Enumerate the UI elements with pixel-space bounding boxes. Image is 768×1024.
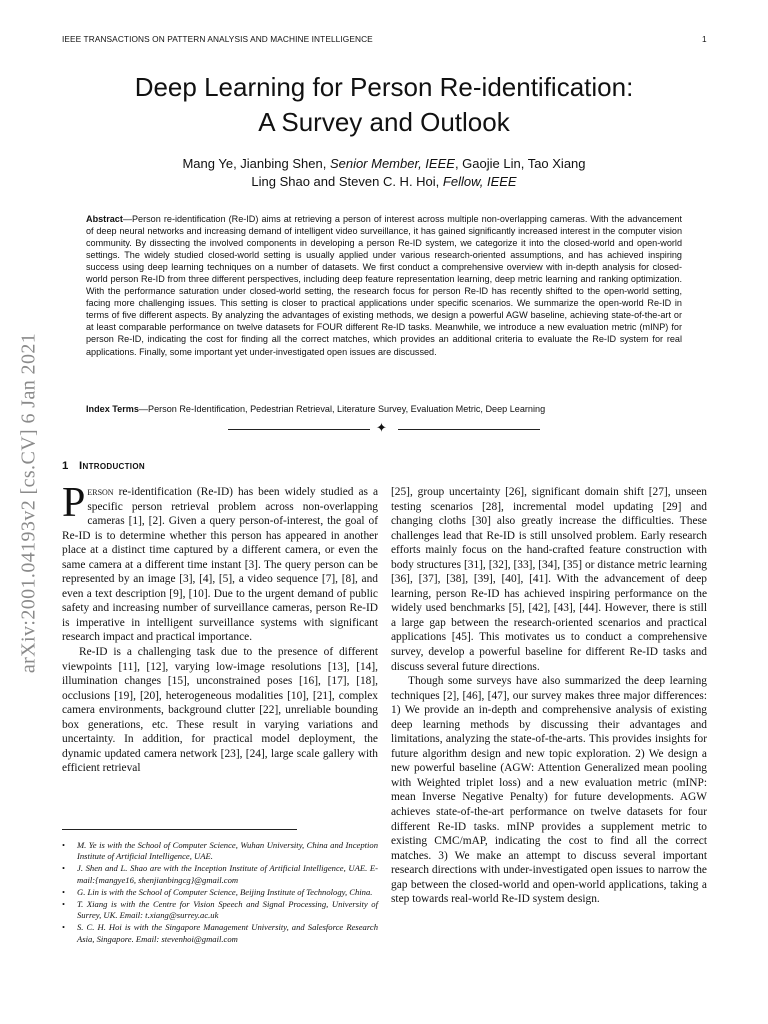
footnote-rule: [62, 829, 297, 830]
arxiv-stamp-text: arXiv:2001.04193v2 [cs.CV] 6 Jan 2021: [17, 332, 40, 674]
author-role-1: Senior Member, IEEE: [329, 156, 455, 171]
paragraph: Re-ID is a challenging task due to the presence of different viewpoints [11], [12], varying low-image resolutions [13], [14], illumination changes [15], unconstrained poses [16], [17], [18], occlusions [19], [20], heterogeneous modalities [10], [21], complex camera environments, background clutter [22], unreliable bounding box generations, etc. These result in varying variations and uncertainty. In addition, for practical model deployment, the dynamic updated camera network [23], [24], large scale gallery with efficient retrieval: [62, 646, 378, 775]
title-line-2: A Survey and Outlook: [258, 107, 510, 137]
footnote-item: • J. Shen and L. Shao are with the Inception Institute of Artificial Intelligence, UAE. E-mail:{mangye16, shenjianbingcg}@gmail.com: [62, 863, 378, 885]
section-number: 1: [62, 460, 69, 472]
index-terms-label: Index Terms: [86, 404, 139, 414]
author-line-1: [40, 155, 728, 173]
separator-ornament: ✦: [376, 420, 387, 435]
author-list: [40, 155, 728, 191]
abstract: [86, 213, 682, 358]
footnote-item: • S. C. H. Hoi is with the Singapore Management University, and Salesforce Research Asia, Singapore. Email: stevenhoi@gmail.com: [62, 922, 378, 944]
author-role-2: Fellow, IEEE: [442, 174, 517, 189]
title-line-1: Deep Learning for Person Re-identification:: [134, 72, 634, 102]
separator-right: [398, 429, 540, 430]
index-terms: [86, 403, 682, 415]
separator-left: [228, 429, 370, 430]
paragraph: Though some surveys have also summarized the deep learning techniques [2], [46], [47], our survey makes three major differences: 1) We provide an in-depth and comprehensive analysis of existing deep learning methods by discussing their advantages and limitations, analyzing the state-of-the-arts. This provides insights for future algorithm design and new topic exploration. 2) We design a new powerful baseline (AGW: Attention Generalized mean pooling with Weighted triplet loss) and a new evaluation metric (mINP: mean Inverse Negative Penalty) for future developments. AGW achieves state-of-the-art performance on twelve datasets for four different Re-ID tasks. mINP provides a supplement metric to existing CMC/mAP, indicating the cost to find all the correct matches. 3) We make an attempt to discuss several important research directions with under-investigated open issues to narrow the gap between the closed-world and open-world applications, taking a step towards real-world Re-ID system design.: [391, 675, 707, 906]
paragraph-text: re-identification (Re-ID) has been widely studied as a specific person retrieval problem across non-overlapping cameras [1], [2]. Given a query person-of-interest, the goal of Re-ID is to determine whether this person has appeared in another place at a distinct time captured by a different camera, or even the same camera at a different time instant [3]. The query person can be represented by an image [3], [4], [5], a video sequence [7], [8], and even a text description [9], [10]. Due to the urgent demand of public safety and increasing number of surveillance cameras, person Re-ID is imperative in intelligent surveillance systems with significant research impact and practical importance.: [62, 486, 378, 644]
footnote-item: • M. Ye is with the School of Computer Science, Wuhan University, China and Inception Institute of Artificial Intelligence, UAE.: [62, 840, 378, 862]
author-line-2: [40, 173, 728, 191]
abstract-label: Abstract: [86, 214, 123, 224]
author-names-1: Mang Ye, Jianbing Shen,: [182, 156, 327, 171]
footnotes: [62, 840, 378, 946]
paragraph: [62, 480, 378, 645]
section-heading: [62, 460, 145, 472]
index-terms-text: —Person Re-Identification, Pedestrian Retrieval, Literature Survey, Evaluation Metric, Deep Learning: [138, 404, 546, 414]
right-column: [391, 485, 707, 907]
footnote-item: • G. Lin is with the School of Computer Science, Beijing Institute of Technology, China.: [62, 887, 378, 898]
section-title: Introduction: [79, 460, 145, 472]
left-column: [62, 480, 378, 776]
footnote-item: • T. Xiang is with the Centre for Vision Speech and Signal Processing, University of Surrey, UK. Email: t.xiang@surrey.ac.uk: [62, 899, 378, 921]
drop-cap-rest: erson: [87, 486, 114, 498]
arxiv-stamp: [12, 283, 46, 723]
paragraph: [25], group uncertainty [26], significant domain shift [27], unseen testing scenarios [28], incremental model updating [29] and changing cloths [30] also greatly increase the difficulties. These challenges lead that Re-ID is still unsolved problem. Early research efforts mainly focus on the hand-crafted feature construction with body structures [31], [32], [33], [34], [35] or distance metric learning [36], [37], [38], [39], [40], [41]. With the advancement of deep learning, person Re-ID has achieved inspiring performance on the widely used benchmarks [5], [42], [43], [44]. However, there is still a large gap between the research-oriented scenarios and practical applications [45]. This motivates us to conduct a comprehensive survey, develop a powerful baseline for different Re-ID tasks and discuss several future directions.: [391, 486, 707, 673]
author-names-1b: , Gaojie Lin, Tao Xiang: [454, 156, 586, 171]
journal-header: IEEE TRANSACTIONS ON PATTERN ANALYSIS AND MACHINE INTELLIGENCE: [62, 34, 373, 44]
drop-cap: P: [62, 480, 86, 526]
abstract-text: —Person re-identification (Re-ID) aims at retrieving a person of interest across multiple non-overlapping cameras. With the advancement of deep neural networks and increasing demand of intelligent video surveillance, it has gained significantly increased interest in the computer vision community. By dissecting the involved components in developing a person Re-ID system, we categorize it into the closed-world and open-world settings. The widely studied closed-world setting is usually applied under various research-oriented assumptions, and has achieved inspiring success using deep learning techniques on a number of datasets. We first conduct a comprehensive overview with in-depth analysis for closed-world person Re-ID from three different perspectives, including deep feature representation learning, deep metric learning and ranking optimization. With the performance saturation under closed-world setting, the research focus for person Re-ID has recently shifted to the open-world setting, facing more challenging issues. This setting is closer to practical applications under specific scenarios. We summarize the open-world Re-ID in terms of five different aspects. By analyzing the advantages of existing methods, we design a powerful AGW baseline, achieving state-of-the-art or at least comparable performance on twelve datasets for FOUR different Re-ID tasks. Meanwhile, we introduce a new evaluation metric (mINP) for person Re-ID, indicating the cost for finding all the correct matches, which provides an additional criteria to evaluate the Re-ID system for real applications. Finally, some important yet under-investigated open issues are discussed.: [86, 214, 682, 357]
author-names-2: Ling Shao and Steven C. H. Hoi,: [251, 174, 440, 189]
paper-title: [40, 70, 728, 140]
page-number: 1: [702, 34, 707, 44]
